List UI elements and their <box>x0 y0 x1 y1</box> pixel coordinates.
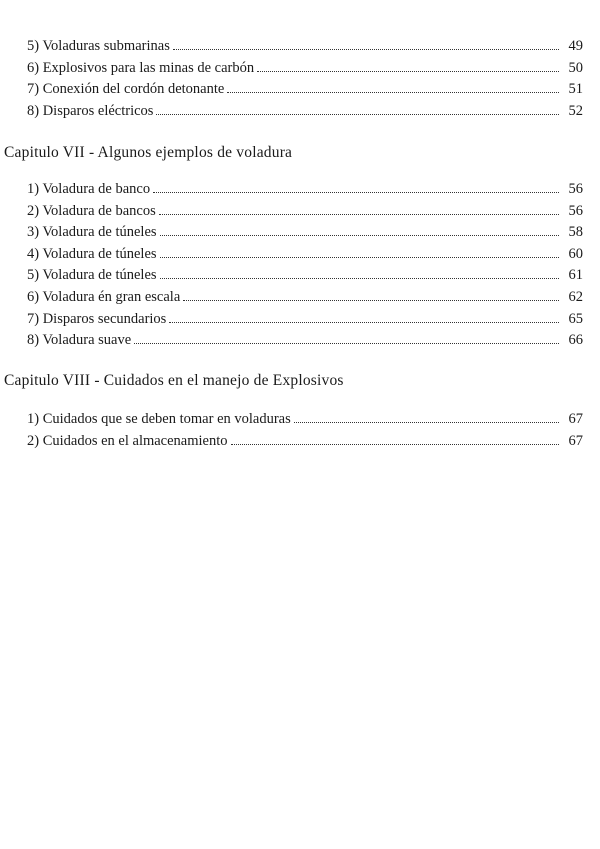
entry-label: 1) Voladura de banco <box>27 181 151 197</box>
entry-label: 3) Voladura de túneles <box>27 224 157 240</box>
entry-label: 4) Voladura de túneles <box>27 246 157 262</box>
dot-leader <box>173 48 559 50</box>
entry-page-number: 67 <box>568 433 583 449</box>
entry-page-number: 61 <box>568 267 583 283</box>
toc-entry[interactable] <box>27 431 583 452</box>
entry-page-number: 62 <box>568 289 583 305</box>
entry-page-number: 65 <box>568 311 583 327</box>
entry-label: 8) Voladura suave <box>27 332 132 348</box>
entry-page-number: 50 <box>568 60 583 76</box>
entry-label: 5) Voladuras submarinas <box>27 38 170 54</box>
dot-leader <box>153 191 559 193</box>
entry-label: 2) Voladura de bancos <box>27 203 156 219</box>
toc-entry[interactable] <box>27 36 583 57</box>
toc-entry[interactable] <box>27 309 583 330</box>
entry-page-number: 66 <box>568 332 583 348</box>
entry-page-number: 67 <box>568 411 583 427</box>
entry-label: 7) Disparos secundarios <box>27 311 167 327</box>
dot-leader <box>231 443 559 445</box>
dot-leader <box>257 70 559 72</box>
dot-leader <box>156 113 559 115</box>
toc-entry[interactable] <box>27 101 583 122</box>
entry-page-number: 58 <box>568 224 583 240</box>
dot-leader <box>160 256 559 258</box>
entry-label: 5) Voladura de túneles <box>27 267 157 283</box>
entry-page-number: 60 <box>568 246 583 262</box>
entry-label: 2) Cuidados en el almacenamiento <box>27 433 228 449</box>
toc-entry[interactable] <box>27 58 583 79</box>
entry-label: 6) Voladura én gran escala <box>27 289 181 305</box>
entry-page-number: 52 <box>568 103 583 119</box>
entry-label: 1) Cuidados que se deben tomar en voladuras <box>27 411 291 427</box>
entry-label: 6) Explosivos para las minas de carbón <box>27 60 255 76</box>
chapter-viii-heading: Capitulo VIII - Cuidados en el manejo de Explosivos <box>4 372 344 389</box>
dot-leader <box>134 342 559 344</box>
entry-label: 7) Conexión del cordón detonante <box>27 81 225 97</box>
toc-entry[interactable] <box>27 222 583 243</box>
toc-entry[interactable] <box>27 201 583 222</box>
entry-page-number: 56 <box>568 203 583 219</box>
toc-entry[interactable] <box>27 179 583 200</box>
toc-entry[interactable] <box>27 409 583 430</box>
entry-page-number: 56 <box>568 181 583 197</box>
dot-leader <box>183 299 559 301</box>
toc-entry[interactable] <box>27 330 583 351</box>
entry-page-number: 51 <box>568 81 583 97</box>
dot-leader <box>169 321 559 323</box>
entry-page-number: 49 <box>568 38 583 54</box>
toc-entry[interactable] <box>27 79 583 100</box>
dot-leader <box>160 277 559 279</box>
chapter-vii-heading: Capitulo VII - Algunos ejemplos de voladura <box>4 144 293 161</box>
entry-label: 8) Disparos eléctricos <box>27 103 154 119</box>
toc-entry[interactable] <box>27 244 583 265</box>
dot-leader <box>227 91 559 93</box>
dot-leader <box>159 213 559 215</box>
toc-entry[interactable] <box>27 265 583 286</box>
toc-entry[interactable] <box>27 287 583 308</box>
dot-leader <box>160 234 559 236</box>
dot-leader <box>294 421 559 423</box>
